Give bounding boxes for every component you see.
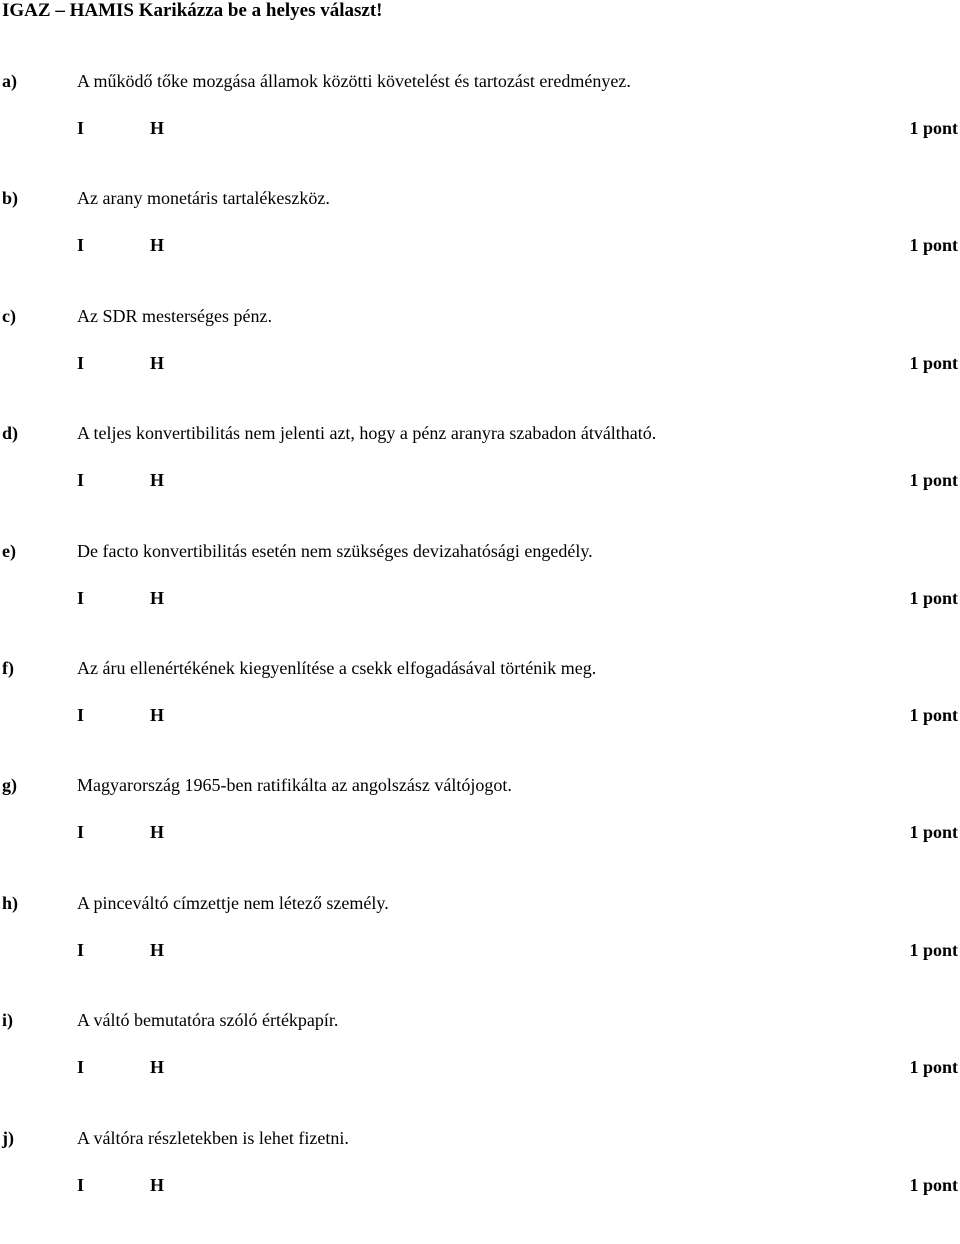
question-statement: Az SDR mesterséges pénz. bbox=[77, 306, 272, 326]
question-letter: a) bbox=[2, 71, 17, 91]
answer-false-option[interactable]: H bbox=[150, 118, 165, 138]
answer-false-option[interactable]: H bbox=[150, 235, 165, 255]
question-item bbox=[0, 774, 960, 891]
question-letter: h) bbox=[2, 893, 19, 913]
question-points: 1 pont bbox=[909, 1175, 958, 1195]
question-item bbox=[0, 540, 960, 657]
question-points: 1 pont bbox=[909, 705, 958, 725]
answer-true-option[interactable]: I bbox=[77, 118, 85, 138]
answer-false-option[interactable]: H bbox=[150, 1057, 165, 1077]
question-statement: Magyarország 1965-ben ratifikálta az angolszász váltójogot. bbox=[77, 775, 512, 795]
question-letter: g) bbox=[2, 775, 17, 795]
answer-false-option[interactable]: H bbox=[150, 940, 165, 960]
question-letter: e) bbox=[2, 541, 16, 561]
question-statement: A működő tőke mozgása államok közötti követelést és tartozást eredményez. bbox=[77, 71, 631, 91]
answer-false-option[interactable]: H bbox=[150, 1175, 165, 1195]
question-points: 1 pont bbox=[909, 822, 958, 842]
question-letter: f) bbox=[2, 658, 14, 678]
question-item bbox=[0, 1127, 960, 1244]
question-statement: De facto konvertibilitás esetén nem szükséges devizahatósági engedély. bbox=[77, 541, 593, 561]
question-item bbox=[0, 187, 960, 304]
answer-true-option[interactable]: I bbox=[77, 940, 85, 960]
question-points: 1 pont bbox=[909, 118, 958, 138]
answer-true-option[interactable]: I bbox=[77, 822, 85, 842]
answer-true-option[interactable]: I bbox=[77, 353, 85, 373]
question-letter: d) bbox=[2, 423, 19, 443]
answer-false-option[interactable]: H bbox=[150, 705, 165, 725]
answer-false-option[interactable]: H bbox=[150, 588, 165, 608]
question-points: 1 pont bbox=[909, 940, 958, 960]
question-statement: A teljes konvertibilitás nem jelenti azt, hogy a pénz aranyra szabadon átváltható. bbox=[77, 423, 657, 443]
question-points: 1 pont bbox=[909, 470, 958, 490]
answer-true-option[interactable]: I bbox=[77, 1175, 85, 1195]
question-letter: b) bbox=[2, 188, 19, 208]
page-title: IGAZ – HAMIS Karikázza be a helyes választ! bbox=[2, 0, 383, 21]
question-letter: i) bbox=[2, 1010, 13, 1030]
question-points: 1 pont bbox=[909, 353, 958, 373]
question-statement: A váltóra részletekben is lehet fizetni. bbox=[77, 1128, 349, 1148]
question-statement: A pinceváltó címzettje nem létező személy. bbox=[77, 893, 389, 913]
answer-true-option[interactable]: I bbox=[77, 588, 85, 608]
question-points: 1 pont bbox=[909, 588, 958, 608]
answer-false-option[interactable]: H bbox=[150, 822, 165, 842]
question-item bbox=[0, 305, 960, 422]
question-statement: Az arany monetáris tartalékeszköz. bbox=[77, 188, 330, 208]
answer-true-option[interactable]: I bbox=[77, 470, 85, 490]
question-points: 1 pont bbox=[909, 1057, 958, 1077]
question-item bbox=[0, 1009, 960, 1126]
question-statement: A váltó bemutatóra szóló értékpapír. bbox=[77, 1010, 339, 1030]
question-letter: j) bbox=[2, 1128, 14, 1148]
answer-true-option[interactable]: I bbox=[77, 235, 85, 255]
question-item bbox=[0, 422, 960, 539]
question-statement: Az áru ellenértékének kiegyenlítése a csekk elfogadásával történik meg. bbox=[77, 658, 597, 678]
question-points: 1 pont bbox=[909, 235, 958, 255]
question-item bbox=[0, 657, 960, 774]
question-item bbox=[0, 892, 960, 1009]
answer-false-option[interactable]: H bbox=[150, 470, 165, 490]
answer-true-option[interactable]: I bbox=[77, 1057, 85, 1077]
question-letter: c) bbox=[2, 306, 16, 326]
answer-true-option[interactable]: I bbox=[77, 705, 85, 725]
question-item bbox=[0, 70, 960, 187]
answer-false-option[interactable]: H bbox=[150, 353, 165, 373]
